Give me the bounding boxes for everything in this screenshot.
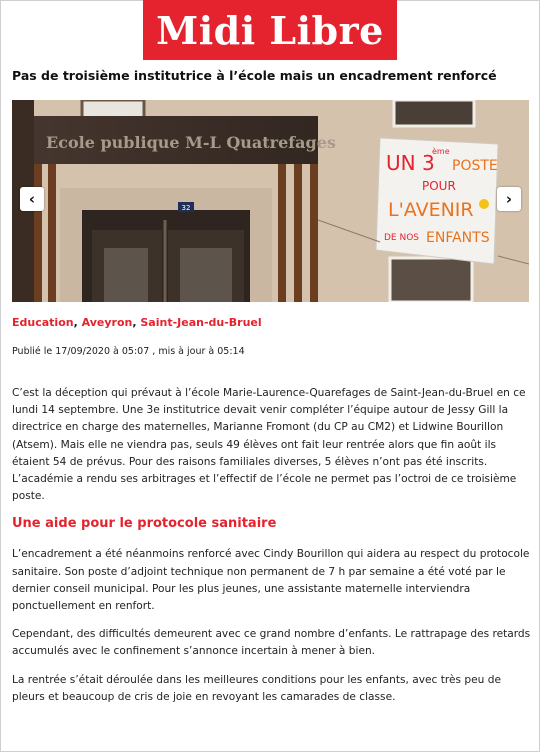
hero-image-carousel[interactable] [12, 100, 529, 302]
banner-line-1: UN 3 [386, 151, 435, 175]
banner-line-6: ENFANTS [426, 230, 490, 246]
header [0, 0, 540, 62]
article-paragraph: La rentrée s’était déroulée dans les meilleures conditions pour les enfants, avec très peu de pleurs et beaucoup de cris de joie en revoyant les camarades de classe. [12, 673, 501, 703]
category-links [12, 316, 262, 330]
banner-line-3: POUR [422, 179, 456, 193]
brand-logo-text: Midi Libre [156, 7, 384, 53]
category-link-education[interactable]: Education [12, 316, 74, 329]
article-title: Pas de troisième institutrice à l’école mais un encadrement renforcé [12, 68, 497, 83]
banner-line-2: POSTE [452, 158, 498, 174]
banner-line-sup: ème [432, 147, 450, 156]
banner-line-5: DE NOS [384, 233, 420, 243]
category-separator: , [132, 316, 141, 329]
publication-date: Publié le 17/09/2020 à 05:07 , mis à jour à 05:14 [12, 346, 245, 357]
category-link-aveyron[interactable]: Aveyron [81, 316, 133, 329]
school-sign-text: Ecole publique M-L Quatrefages [46, 133, 336, 152]
hero-photo [12, 100, 529, 302]
article-paragraph: Cependant, des difficultés demeurent avec ce grand nombre d’enfants. Le rattrapage des retards accumulés avec le confinement s’annonce incertain à mener à bien. [12, 628, 531, 658]
carousel-prev-button[interactable] [20, 187, 44, 211]
article-body [12, 385, 531, 717]
door-number: 32 [181, 204, 191, 212]
smiley-icon [479, 199, 489, 209]
article-paragraph: L’encadrement a été néanmoins renforcé avec Cindy Bourillon qui aidera au respect du protocole sanitaire. Son poste d’adjoint technique non permanent de 7 h par semaine a été voté par le dernier conseil municipal. Pour les plus jeunes, une assistante maternelle interviendra ponctuellement en renfort. [12, 548, 530, 613]
brand-logo[interactable] [143, 0, 397, 60]
banner-line-4: L'AVENIR [388, 199, 474, 221]
chevron-left-icon: ‹ [28, 189, 36, 208]
category-link-saint-jean-du-bruel[interactable]: Saint-Jean-du-Bruel [140, 316, 262, 329]
article-subheading: Une aide pour le protocole sanitaire [12, 516, 277, 532]
chevron-right-icon: › [505, 189, 513, 208]
category-separator: , [73, 316, 82, 329]
carousel-next-button[interactable] [497, 187, 521, 211]
article-paragraph: C’est la déception qui prévaut à l’école Marie-Laurence-Quarefages de Saint-Jean-du-Bruel en ce lundi 14 septembre. Une 3e institutrice devait venir compléter l’équipe autour de Jessy Gill la directrice en charge des maternelles, Marianne Fromont (du CP au CM2) et Lidwine Bourillon (Atsem). Mais elle ne viendra pas, seuls 49 élèves ont fait leur rentrée alors que fin août ils étaient 54 de prévus. Pour des raisons familiales diverses, 5 élèves n’ont pas été inscrits. L’académie a rendu ses arbitrages et l’effectif de l’école ne permet pas l’octroi de ce troisième poste. [12, 387, 526, 503]
